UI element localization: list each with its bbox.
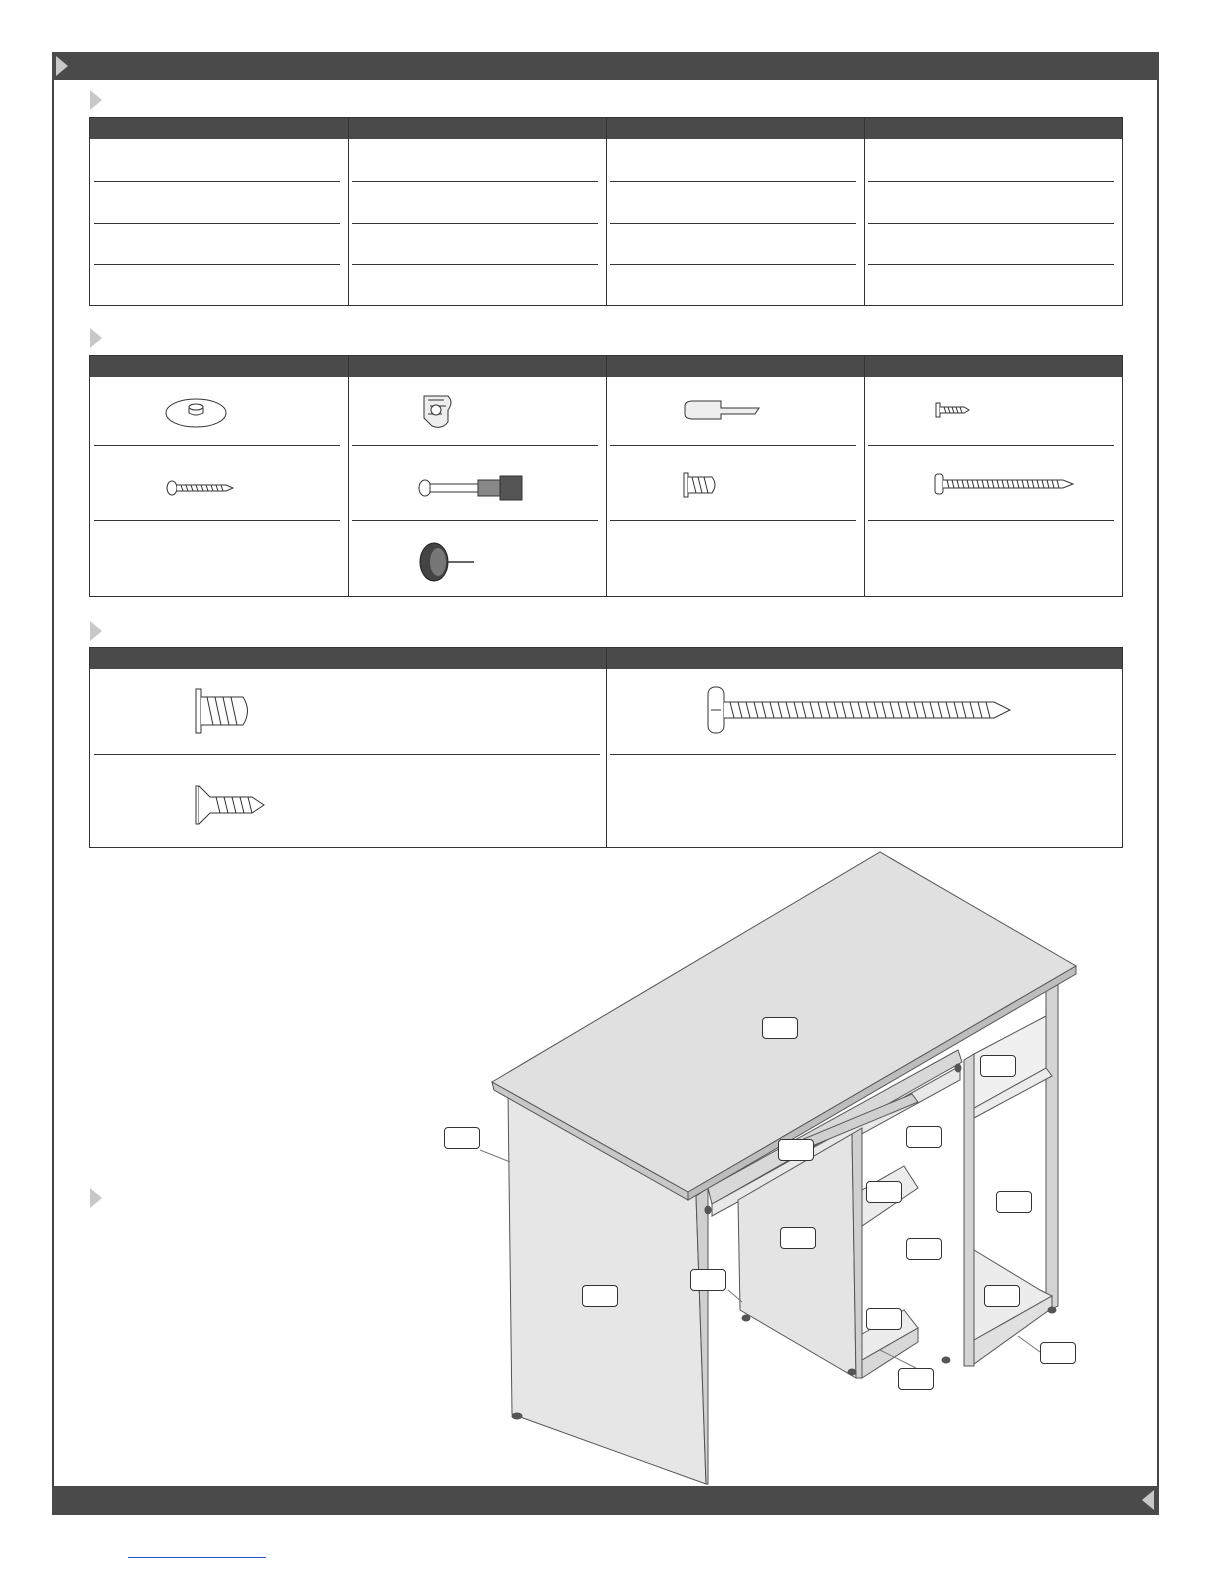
- callout-label: [762, 1017, 798, 1039]
- callout-label: [866, 1308, 902, 1330]
- callout-label: [690, 1269, 726, 1291]
- callout-label: [898, 1368, 934, 1390]
- callout-label: [582, 1285, 618, 1307]
- callout-label: [444, 1127, 480, 1149]
- callout-label: [984, 1285, 1020, 1307]
- callout-label: [1040, 1342, 1076, 1364]
- callout-label: [780, 1227, 816, 1249]
- callout-label: [980, 1055, 1016, 1077]
- callout-label: [996, 1191, 1032, 1213]
- bottom-link[interactable]: [128, 1557, 266, 1558]
- callout-label: [906, 1238, 942, 1260]
- callout-label: [866, 1181, 902, 1203]
- callout-label: [778, 1139, 814, 1161]
- callout-label: [906, 1126, 942, 1148]
